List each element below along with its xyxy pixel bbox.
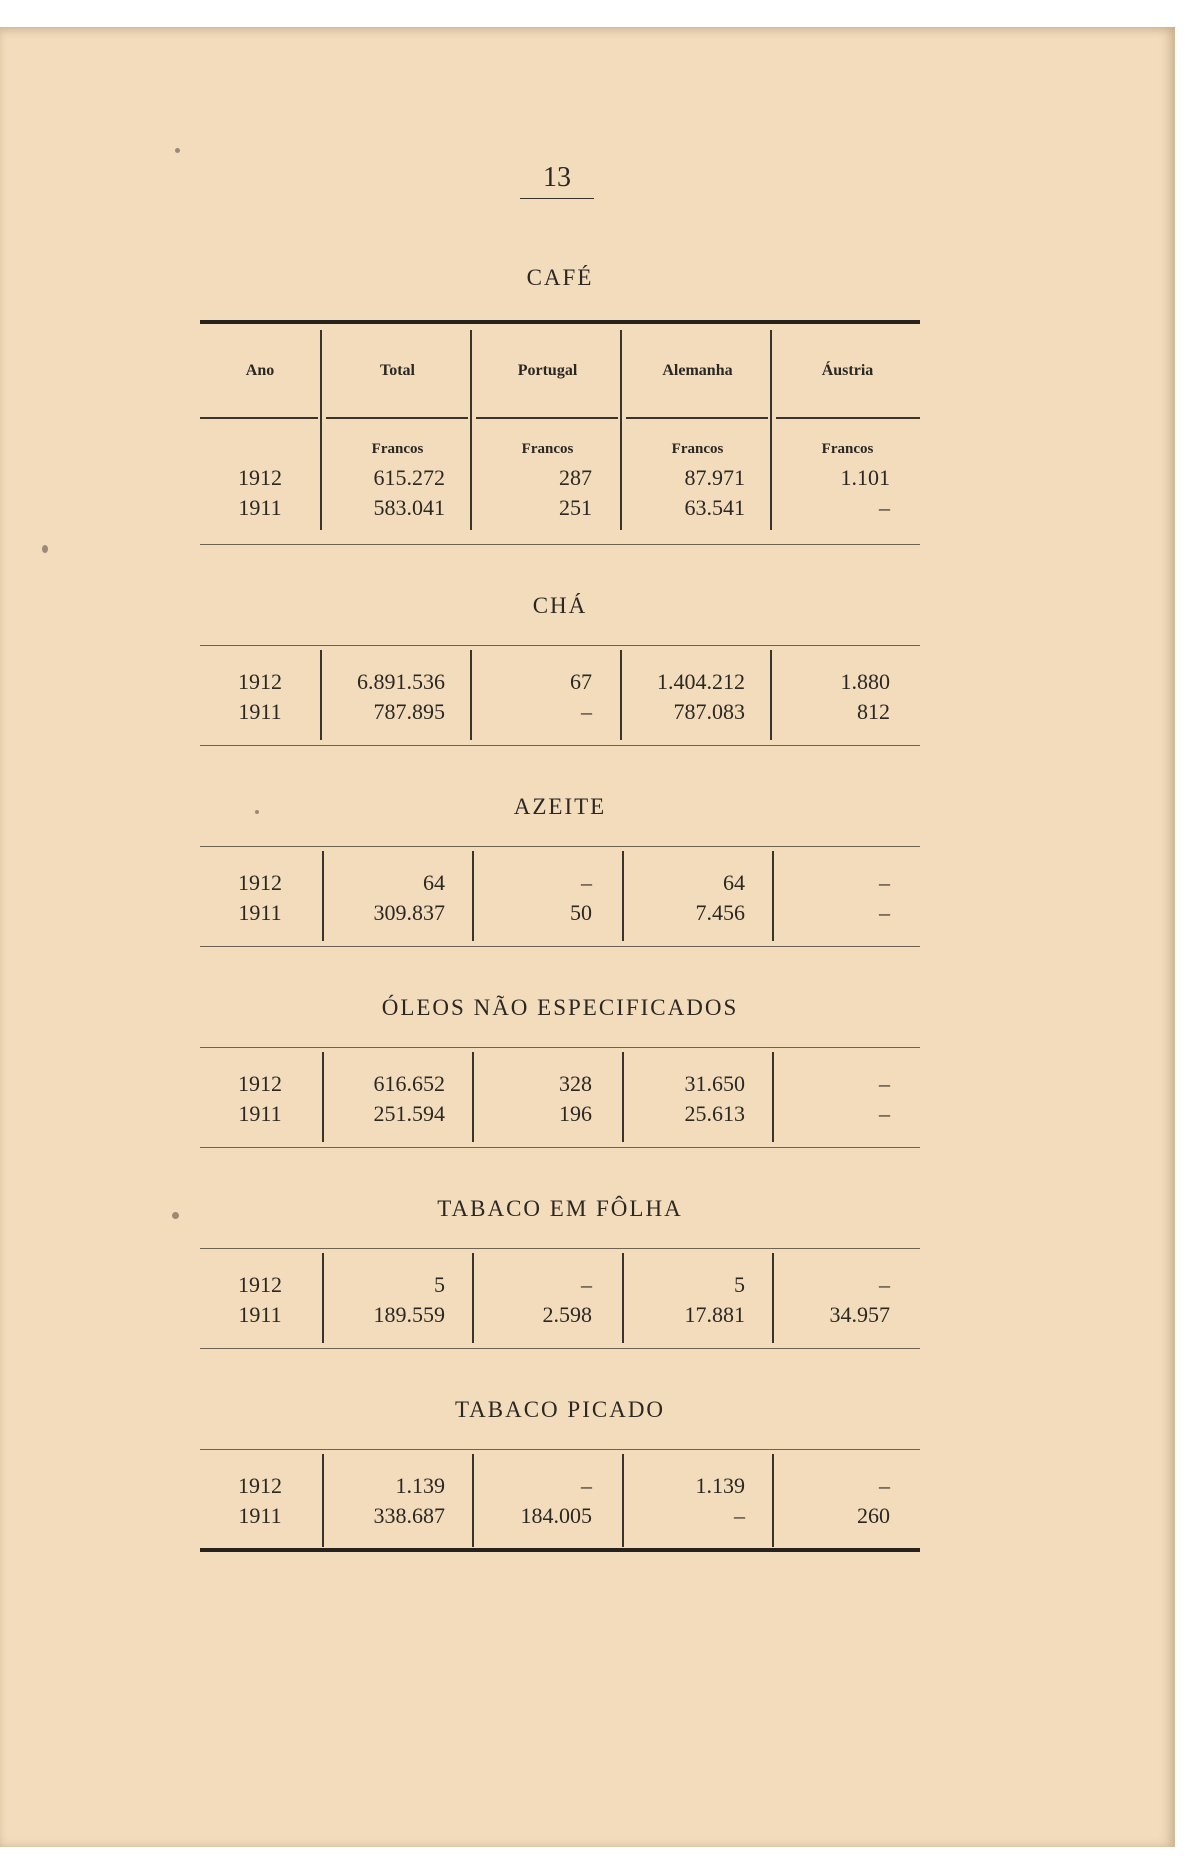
table-bottom-rule — [200, 544, 920, 545]
cell-portugal: 287 — [559, 465, 592, 490]
section-title-oleos: ÓLEOS NÃO ESPECIFICADOS — [381, 995, 739, 1020]
table-row — [200, 900, 920, 930]
cell-austria: – — [879, 495, 890, 520]
table-bottom-rule — [200, 946, 920, 947]
cell-alemanha: 64 — [723, 870, 745, 895]
table-top-rule — [200, 645, 920, 646]
column-divider — [772, 851, 774, 941]
cell-total: 583.041 — [373, 495, 445, 520]
unit-label: Francos — [821, 441, 874, 457]
cell-total: 64 — [423, 870, 445, 895]
cell-portugal: – — [581, 1473, 592, 1498]
header-separator — [200, 417, 318, 419]
cell-austria: 34.957 — [829, 1302, 890, 1327]
unit-label: Francos — [521, 441, 574, 457]
unit-label: Francos — [371, 441, 424, 457]
cell-portugal: 50 — [570, 900, 592, 925]
column-divider — [622, 1253, 624, 1343]
cell-year: 1911 — [238, 1101, 282, 1126]
cell-total: 189.559 — [373, 1302, 445, 1327]
section-title-cafe: CAFÉ — [526, 265, 594, 290]
cell-alemanha: 87.971 — [684, 465, 745, 490]
table-top-rule — [200, 1248, 920, 1249]
cell-alemanha: 25.613 — [684, 1101, 745, 1126]
column-divider — [772, 1253, 774, 1343]
table-bottom-rule — [200, 745, 920, 746]
cell-portugal: – — [581, 1272, 592, 1297]
column-divider — [772, 1052, 774, 1142]
section-title-tabaco-em-folha: TABACO EM FÔLHA — [437, 1196, 683, 1221]
section-title-azeite: AZEITE — [513, 794, 607, 819]
table-row — [200, 699, 920, 729]
column-divider — [772, 1454, 774, 1547]
column-divider — [472, 1052, 474, 1142]
cell-austria: – — [879, 900, 890, 925]
table-top-rule — [200, 320, 920, 324]
column-divider — [320, 650, 322, 740]
cell-total: 616.652 — [373, 1071, 445, 1096]
column-divider — [322, 1454, 324, 1547]
table-row — [200, 465, 920, 495]
header-separator — [626, 417, 768, 419]
cell-total: 6.891.536 — [357, 669, 445, 694]
cell-portugal: 196 — [559, 1101, 592, 1126]
cell-austria: 260 — [857, 1503, 890, 1528]
table-row — [200, 870, 920, 900]
cell-year: 1911 — [238, 495, 282, 520]
column-divider — [620, 650, 622, 740]
column-divider — [770, 330, 772, 530]
cell-alemanha: 5 — [734, 1272, 745, 1297]
cell-alemanha: 1.404.212 — [657, 669, 745, 694]
column-divider — [620, 330, 622, 530]
table-top-rule — [200, 1047, 920, 1048]
column-divider — [472, 851, 474, 941]
cell-austria: 1.880 — [840, 669, 890, 694]
cell-austria: – — [879, 1101, 890, 1126]
header-separator — [776, 417, 920, 419]
column-divider — [320, 330, 322, 530]
column-divider — [622, 851, 624, 941]
column-divider — [622, 1052, 624, 1142]
cell-total: 309.837 — [373, 900, 445, 925]
section-title-cha: CHÁ — [532, 593, 588, 618]
cell-year: 1912 — [238, 1071, 282, 1096]
cell-year: 1912 — [238, 870, 282, 895]
table-bottom-rule — [200, 1348, 920, 1349]
column-divider — [470, 650, 472, 740]
column-header-ano: Ano — [245, 362, 275, 379]
cell-portugal: 184.005 — [520, 1503, 592, 1528]
cell-austria: – — [879, 870, 890, 895]
table-top-rule — [200, 846, 920, 847]
cell-portugal: 328 — [559, 1071, 592, 1096]
table-row — [200, 495, 920, 525]
table-top-rule — [200, 1449, 920, 1450]
cell-total: 251.594 — [373, 1101, 445, 1126]
column-divider — [770, 650, 772, 740]
document-page — [0, 27, 1175, 1847]
cell-total: 338.687 — [373, 1503, 445, 1528]
cell-total: 615.272 — [373, 465, 445, 490]
cell-alemanha: 31.650 — [684, 1071, 745, 1096]
unit-label: Francos — [671, 441, 724, 457]
column-divider — [622, 1454, 624, 1547]
cell-austria: – — [879, 1272, 890, 1297]
cell-austria: – — [879, 1473, 890, 1498]
section-title-tabaco-picado: TABACO PICADO — [454, 1397, 666, 1422]
table-row — [200, 1101, 920, 1131]
column-divider — [322, 1253, 324, 1343]
paper-speck — [172, 1212, 179, 1219]
column-header-total: Total — [380, 362, 415, 379]
cell-year: 1912 — [238, 1272, 282, 1297]
column-header-alemanha: Alemanha — [662, 362, 733, 379]
table-bottom-rule — [200, 1548, 920, 1552]
cell-austria: 1.101 — [840, 465, 890, 490]
cell-alemanha: 63.541 — [684, 495, 745, 520]
header-separator — [326, 417, 468, 419]
column-divider — [470, 330, 472, 530]
cell-alemanha: 7.456 — [695, 900, 745, 925]
table-row — [200, 1272, 920, 1302]
column-header-austria: Áustria — [821, 362, 874, 379]
cell-alemanha: 1.139 — [695, 1473, 745, 1498]
cell-alemanha: – — [734, 1503, 745, 1528]
header-separator — [476, 417, 618, 419]
page-number: 13 — [520, 162, 594, 199]
table-row — [200, 1071, 920, 1101]
column-divider — [472, 1253, 474, 1343]
cell-year: 1911 — [238, 699, 282, 724]
cell-portugal: 251 — [559, 495, 592, 520]
table-row — [200, 669, 920, 699]
column-divider — [322, 851, 324, 941]
cell-portugal: – — [581, 699, 592, 724]
cell-year: 1911 — [238, 1302, 282, 1327]
cell-portugal: – — [581, 870, 592, 895]
cell-total: 787.895 — [373, 699, 445, 724]
cell-alemanha: 17.881 — [684, 1302, 745, 1327]
cell-year: 1911 — [238, 1503, 282, 1528]
cell-year: 1911 — [238, 900, 282, 925]
cell-alemanha: 787.083 — [673, 699, 745, 724]
cell-portugal: 67 — [570, 669, 592, 694]
paper-speck — [42, 545, 48, 553]
cell-year: 1912 — [238, 669, 282, 694]
table-row — [200, 1473, 920, 1503]
table-bottom-rule — [200, 1147, 920, 1148]
table-row — [200, 1302, 920, 1332]
table-row — [200, 1503, 920, 1533]
cell-year: 1912 — [238, 1473, 282, 1498]
cell-total: 1.139 — [395, 1473, 445, 1498]
paper-speck — [175, 148, 180, 153]
column-divider — [472, 1454, 474, 1547]
cell-total: 5 — [434, 1272, 445, 1297]
cell-austria: 812 — [857, 699, 890, 724]
cell-portugal: 2.598 — [542, 1302, 592, 1327]
cell-year: 1912 — [238, 465, 282, 490]
cell-austria: – — [879, 1071, 890, 1096]
column-header-portugal: Portugal — [517, 362, 578, 379]
column-divider — [322, 1052, 324, 1142]
